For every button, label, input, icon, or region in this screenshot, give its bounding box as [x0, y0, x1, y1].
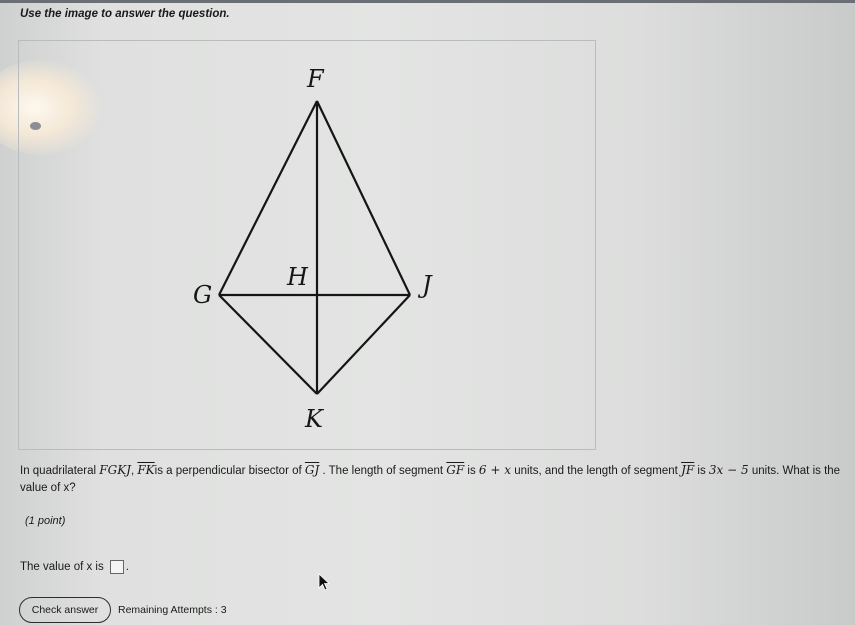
answer-suffix: . [125, 561, 129, 573]
kite-diagram [19, 41, 597, 451]
label-f: F [307, 65, 324, 93]
segment-gk [219, 295, 317, 394]
math-expr-gf: 6 + x [478, 463, 512, 477]
instruction-text: Use the image to answer the question. [20, 8, 230, 20]
mouse-cursor-icon [318, 573, 330, 596]
math-segment-fk: $\overline{FK}$ [137, 463, 155, 477]
label-j: J [422, 271, 432, 299]
check-answer-button[interactable]: Check answer [19, 597, 111, 623]
label-h: H [287, 263, 308, 291]
label-k: K [305, 405, 323, 433]
math-segment-gf: $\overline{GF}$ [446, 463, 465, 477]
answer-prompt: The value of x is [20, 561, 104, 573]
label-g: G [193, 281, 213, 309]
figure-panel [18, 40, 596, 450]
segment-fj [317, 101, 410, 295]
answer-row [20, 560, 129, 574]
remaining-attempts: Remaining Attempts : 3 [118, 604, 227, 616]
math-segment-jf: $\overline{JF}$ [681, 463, 695, 477]
question-text: In quadrilateral FGKJ, $\overline{FK}is$ a perpendicular bisector of $\overline{GJ}$ . The length of segment $\overline{GF}$ is 6 + x units, and the length of segment $\overline{JF}$ is 3x − 5 units. What is the value of x? [20, 463, 841, 494]
point-value: (1 point) [25, 515, 66, 527]
math-expr-jf: 3x − 5 [708, 463, 749, 477]
math-segment-gj: $\overline{GJ}$ [304, 463, 320, 477]
segment-jk [317, 295, 410, 394]
answer-input[interactable] [110, 560, 124, 574]
math-quadrilateral: FGKJ [99, 463, 131, 477]
top-rule [0, 0, 855, 3]
